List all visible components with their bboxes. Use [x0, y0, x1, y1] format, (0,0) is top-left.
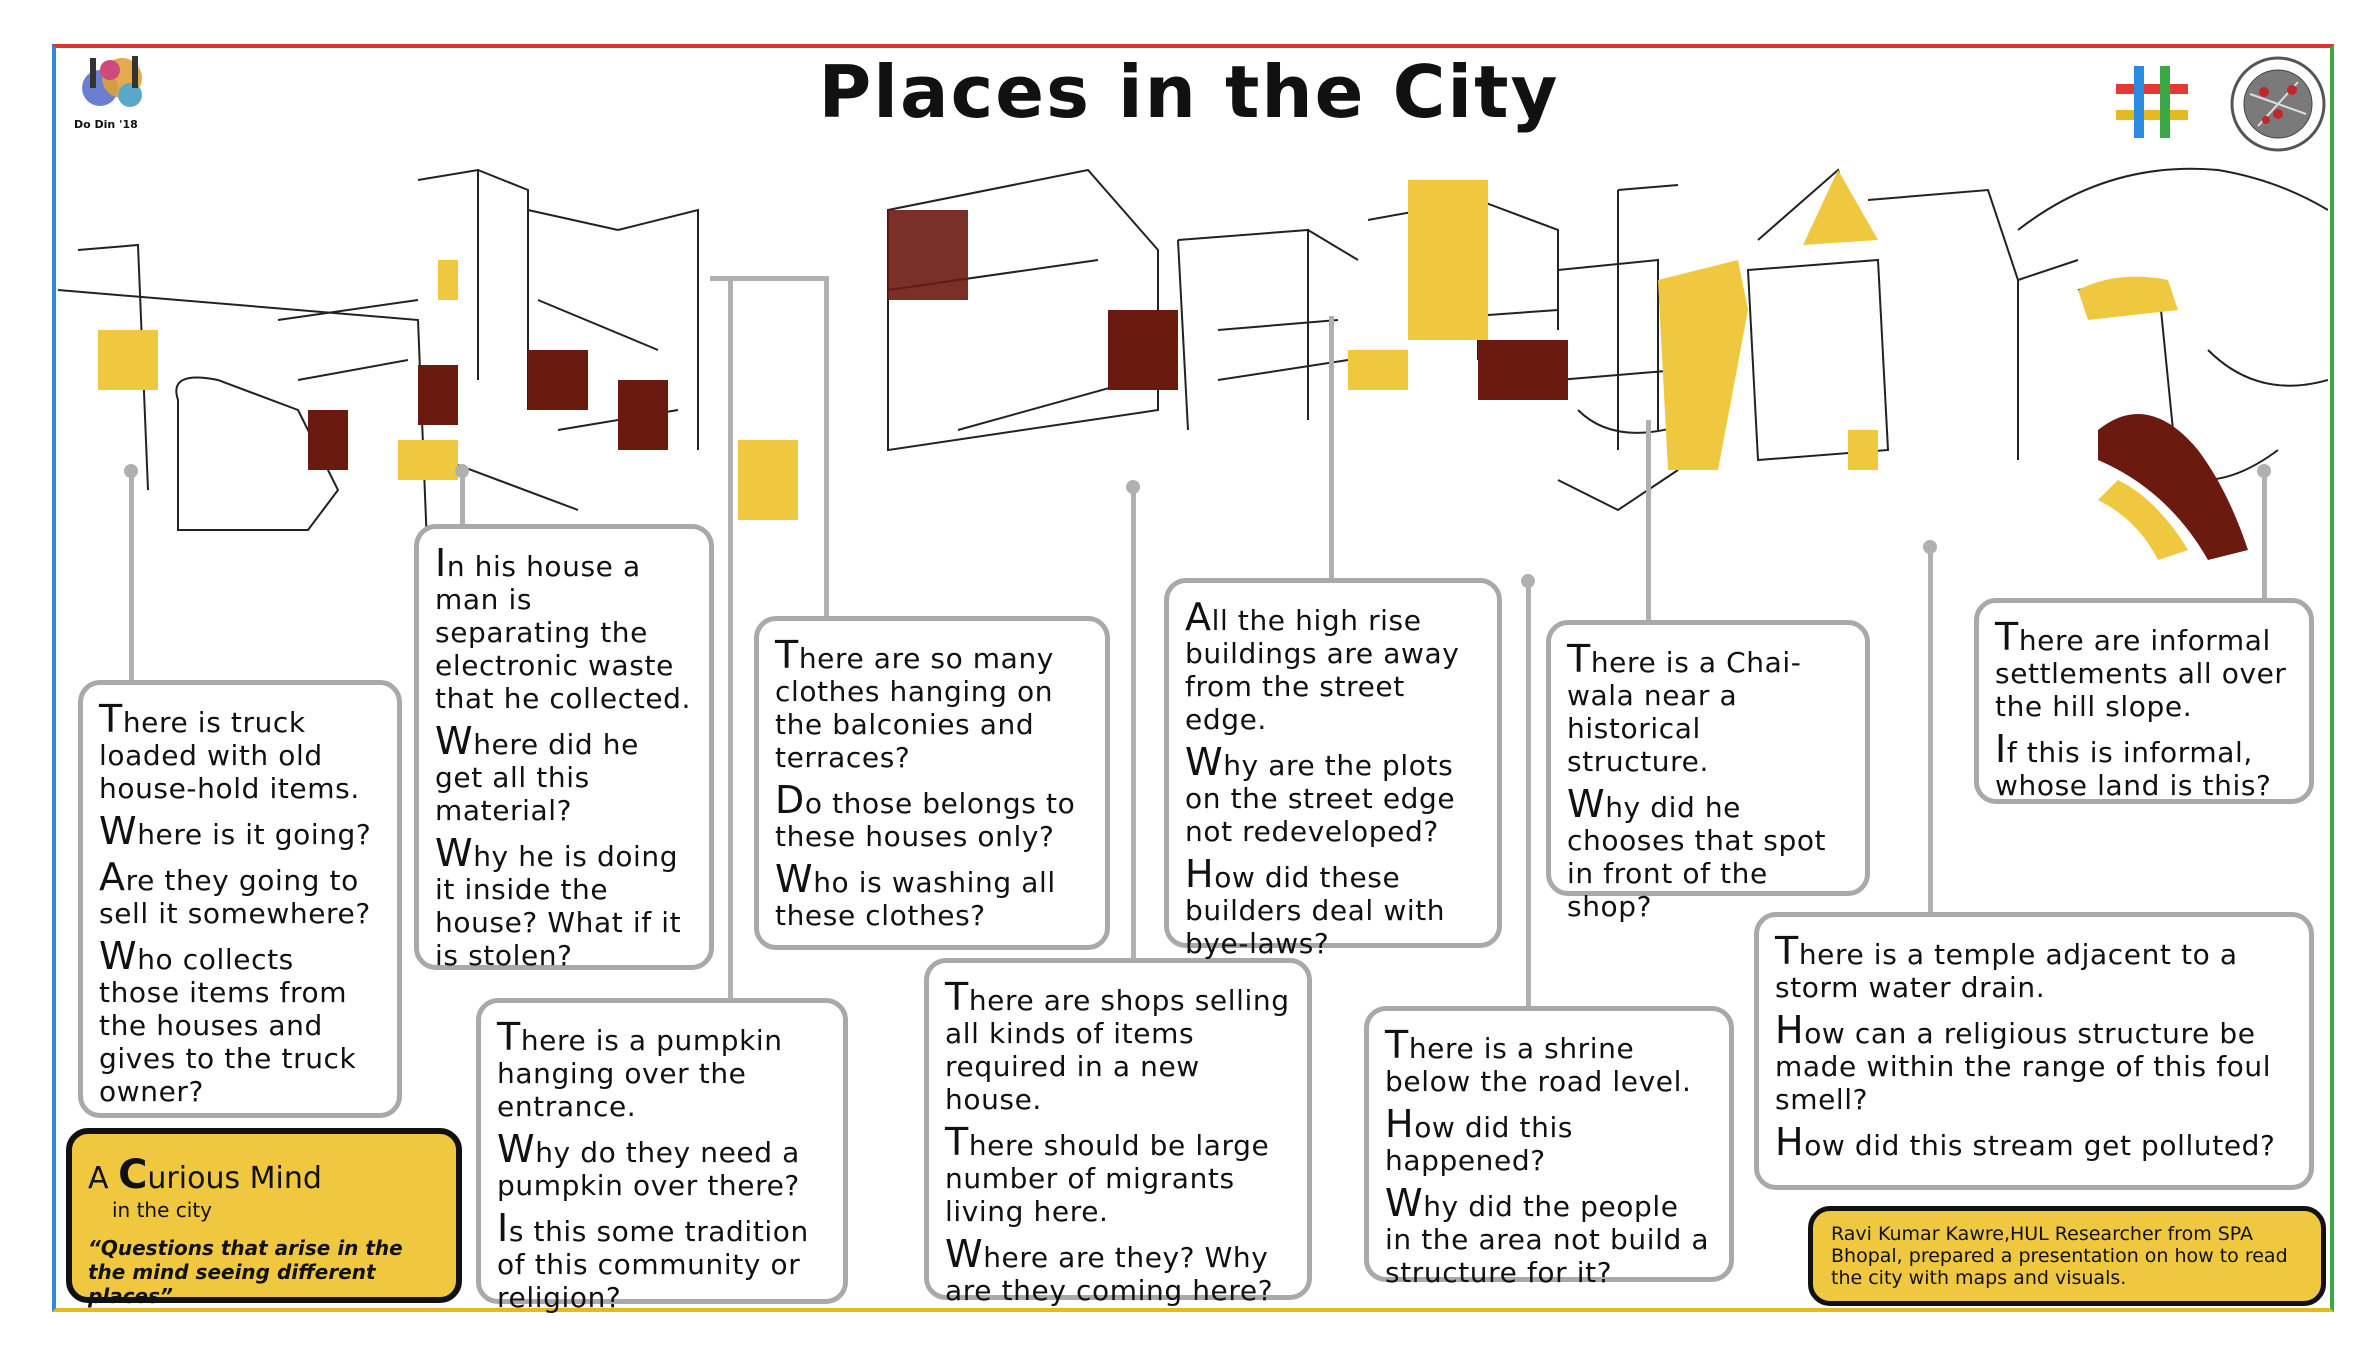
callout-line: Why are the plots on the street edge not redeveloped? [1185, 740, 1456, 848]
callout-ewaste [414, 524, 714, 970]
callout-line: All the high rise buildings are away from the street edge. [1185, 595, 1460, 736]
callout-line: Why do they need a pumpkin over there? [497, 1127, 800, 1202]
connector-temple [1928, 546, 1933, 916]
callout-line: There is a Chai-wala near a historical structure. [1567, 637, 1802, 778]
credit-box: Ravi Kumar Kawre,HUL Researcher from SPA Bhopal, prepared a presentation on how to read the city with maps and visuals. [1808, 1206, 2326, 1306]
heading-a: A [88, 1161, 119, 1196]
callout-truck [78, 680, 402, 1118]
connector-shrine [1526, 580, 1531, 1008]
connector-truck [129, 470, 134, 692]
callout-line: How did this stream get polluted? [1775, 1120, 2276, 1164]
callout-line: Where is it going? [99, 809, 372, 853]
city-sketch-panorama [58, 150, 2328, 600]
callout-line: How did these builders deal with bye-laws? [1185, 852, 1446, 960]
connector-dot [1521, 574, 1535, 588]
callout-line: There is truck loaded with old house-hold items. [99, 697, 360, 805]
research-network-seal-icon [2228, 54, 2328, 154]
callout-line: Why did the people in the area not build a structure for it? [1385, 1181, 1710, 1289]
callout-line: There is a pumpkin hanging over the entrance. [497, 1015, 783, 1123]
callout-line: There is a temple adjacent to a storm water drain. [1775, 929, 2238, 1004]
curious-mind-box [66, 1128, 462, 1308]
callout-pumpkin [476, 998, 848, 1314]
connector-shops [1131, 486, 1136, 961]
callout-informal [1974, 598, 2314, 804]
connector-highrise [1329, 316, 1334, 584]
curious-mind-heading [88, 1152, 442, 1198]
callout-temple [1754, 912, 2314, 1190]
connector-dot [455, 464, 469, 478]
callout-line: Is this some tradition of this community or religion? [497, 1206, 809, 1314]
callout-line: There are informal settlements all over the hill slope. [1995, 615, 2287, 723]
connector-chaiwala [1646, 420, 1651, 626]
callout-line: There is a shrine below the road level. [1385, 1023, 1692, 1098]
curious-mind-quote: “Questions that arise in the the mind seeing different places” [88, 1236, 403, 1308]
callout-shops [924, 958, 1312, 1307]
connector-dot [124, 464, 138, 478]
callout-line: Why he is doing it inside the house? What if it is stolen? [435, 831, 682, 972]
callout-line: In his house a man is separating the electronic waste that he collected. [435, 541, 692, 715]
hash-logo-icon [2108, 58, 2196, 146]
connector-dot [1126, 480, 1140, 494]
logo-caption: Do Din '18 [74, 118, 138, 131]
callout-line: Are they going to sell it somewhere? [99, 855, 371, 930]
callout-line: How did this happened? [1385, 1102, 1574, 1177]
page-title: Places in the City [818, 50, 1560, 134]
connector-dot [2257, 464, 2271, 478]
callout-line: If this is informal, whose land is this? [1995, 727, 2272, 802]
callout-shrine [1364, 1006, 1734, 1289]
heading-c: C [118, 1152, 148, 1198]
callout-line: There should be large number of migrants living here. [945, 1120, 1270, 1228]
callout-chaiwala [1546, 620, 1870, 923]
callout-line: How can a religious structure be made within the range of this foul smell? [1775, 1008, 2272, 1116]
callout-line: There are shops selling all kinds of items required in a new house. [945, 975, 1290, 1116]
callout-line: Where are they? Why are they coming here? [945, 1232, 1274, 1307]
callout-line: Why did he chooses that spot in front of the shop? [1567, 782, 1827, 923]
curious-mind-sub: in the city [112, 1198, 212, 1222]
connector-clothes-v [824, 276, 829, 618]
connector-informal [2262, 470, 2267, 600]
callout-clothes [754, 616, 1110, 950]
connector-pumpkin [728, 276, 733, 1001]
callout-highrise [1164, 578, 1502, 960]
callout-line: Do those belongs to these houses only? [775, 778, 1076, 853]
connector-dot [1923, 540, 1937, 554]
callout-line: There are so many clothes hanging on the balconies and terraces? [775, 633, 1054, 774]
callout-line: Who collects those items from the houses and gives to the truck owner? [99, 934, 357, 1108]
callout-line: Where did he get all this material? [435, 719, 639, 827]
callout-line: Who is washing all these clothes? [775, 857, 1056, 932]
heading-rest: urious Mind [147, 1161, 322, 1196]
connector-ewaste [460, 470, 465, 526]
